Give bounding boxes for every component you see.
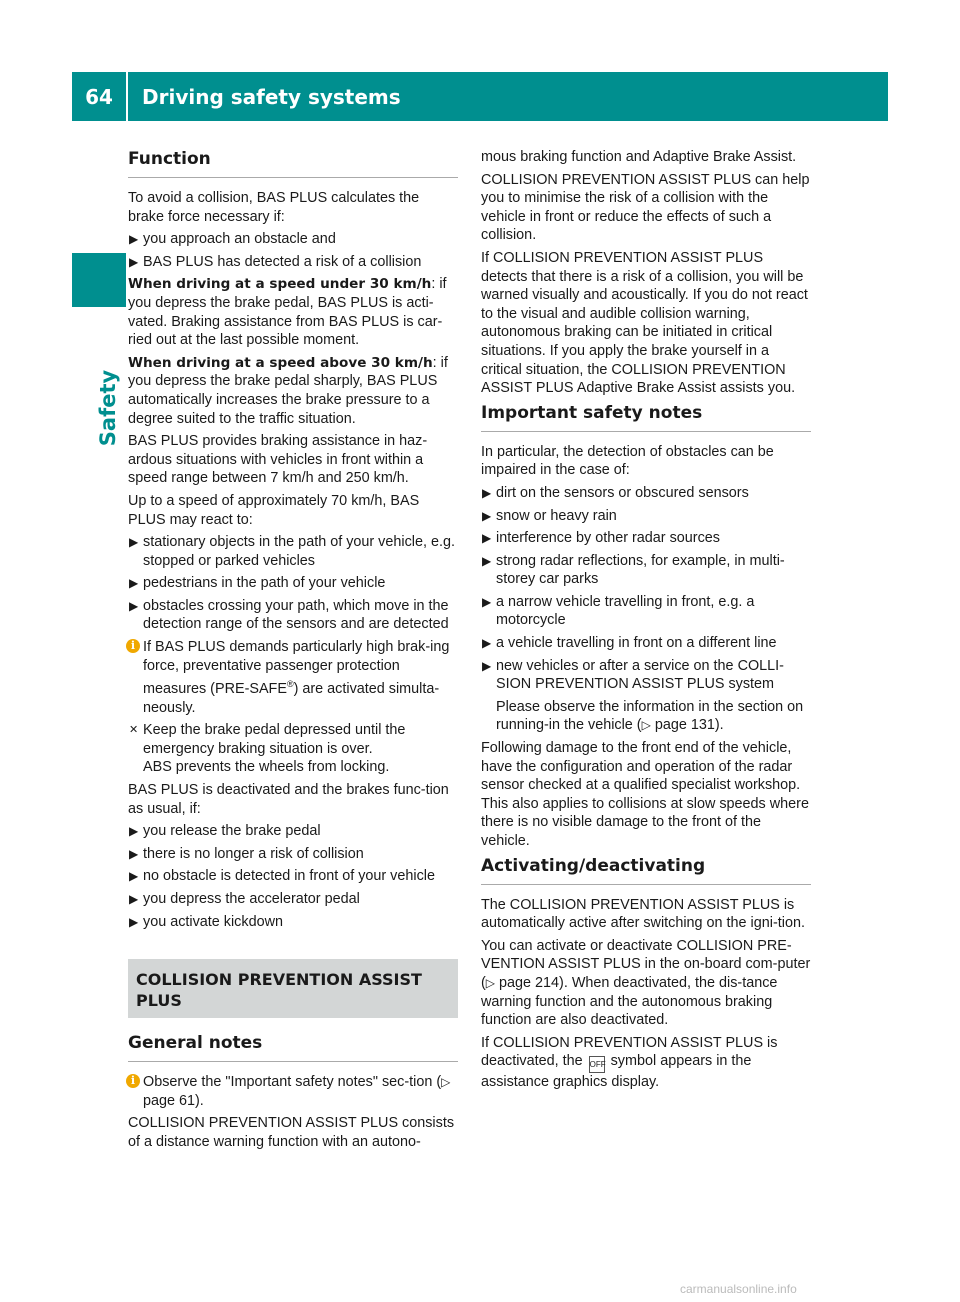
- general-notes-heading: General notes: [128, 1033, 263, 1054]
- react-bullets: [128, 533, 458, 634]
- list-item: ▶ you depress the accelerator pedal: [129, 890, 360, 907]
- activating-heading: Activating/deactivating: [481, 855, 706, 876]
- hazardous-paragraph: BAS PLUS provides braking assistance in haz-ardous situations with vehicles in front within a speed range between 7 km/h and 250 km/h.: [128, 433, 428, 487]
- bullet-icon: ▶: [482, 531, 492, 546]
- damage-paragraph: Following damage to the front end of the vehicle, have the configuration and operation of the radar sensor checked at a qualified specialist workshop. This also applies to collisions at slow speeds where there is no visible damage to the front of the vehicle.: [481, 740, 809, 849]
- bullet-icon: ▶: [129, 914, 139, 929]
- safety-bullets: [481, 484, 811, 694]
- bullet-icon: ▶: [129, 869, 139, 884]
- bullet-icon: ▶: [129, 576, 139, 591]
- under-30-paragraph: When driving at a speed under 30 km/h: if you depress the brake pedal, BAS PLUS is acti-vated. Braking assistance from BAS PLUS is car-ried out at the last possible moment.: [128, 276, 447, 349]
- bullet-icon: ▶: [482, 508, 492, 523]
- list-item: ▶ pedestrians in the path of your vehicle: [129, 575, 386, 592]
- list-item: ▶ interference by other radar sources: [482, 530, 720, 547]
- list-item: ▶ BAS PLUS has detected a risk of a collision: [129, 253, 422, 270]
- list-item: ▶ a vehicle travelling in front on a different line: [482, 635, 777, 652]
- bullet-icon: ▶: [482, 594, 492, 609]
- page-ref-icon: ▷: [441, 1075, 451, 1090]
- divider: [481, 884, 811, 885]
- up-to-paragraph: Up to a speed of approximately 70 km/h, BAS PLUS may react to:: [128, 492, 420, 528]
- detects-paragraph: If COLLISION PREVENTION ASSIST PLUS detects that there is a risk of a collision, you will be warned visually and acoustically. If you do not react to the visual and audible collision warning, autonomous braking can be initiated in critical situations. If you apply the brake yourself in a critical situation, the COLLISION PREVENTION ASSIST PLUS Adaptive Brake Assist assists you.: [481, 249, 808, 397]
- safety-intro: In particular, the detection of obstacles can be impaired in the case of:: [481, 443, 774, 479]
- left-column: [128, 148, 458, 1156]
- bullet-icon: ▶: [482, 658, 492, 673]
- deactivated-symbol-paragraph: If COLLISION PREVENTION ASSIST PLUS is deactivated, the OFF symbol appears in the assistance graphics display.: [481, 1034, 778, 1091]
- continuation-paragraph: mous braking function and Adaptive Brake Assist.: [481, 149, 797, 165]
- bullet-icon: ▶: [129, 254, 139, 269]
- deactivated-paragraph: BAS PLUS is deactivated and the brakes func-tion as usual, if:: [128, 782, 449, 817]
- intro-bullets: [128, 230, 458, 271]
- side-tab-label: Safety: [96, 369, 121, 447]
- deactivated-bullets: [128, 822, 458, 931]
- watermark: carmanualsonline.info: [680, 1282, 797, 1296]
- general-note: i Observe the "Important safety notes" sec-tion (▷ page 61).: [128, 1073, 458, 1110]
- list-item: ▶ obstacles crossing your path, which move in the detection range of the sensors and are detected: [129, 597, 449, 633]
- list-item: ▶ dirt on the sensors or obscured sensors: [482, 484, 749, 501]
- divider: [128, 1061, 458, 1062]
- general-text: COLLISION PREVENTION ASSIST PLUS consists of a distance warning function with an autono-: [128, 1115, 455, 1150]
- right-column: [481, 148, 811, 1096]
- can-activate-paragraph: You can activate or deactivate COLLISION PRE-VENTION ASSIST PLUS in the on-board com-puter (▷ page 214). When deactivated, the dis-tance warning function and the autonomous braking function are also deactivated.: [481, 937, 811, 1029]
- list-item: ▶ you release the brake pedal: [129, 823, 321, 840]
- bullet-icon: ▶: [482, 636, 492, 651]
- collision-prevention-off-icon: OFF: [589, 1056, 605, 1073]
- instruction-step: ✕ Keep the brake pedal depressed until the emergency braking situation is over. ABS prevents the wheels from locking.: [129, 722, 406, 776]
- bullet-icon: ▶: [129, 846, 139, 861]
- page-ref-icon: ▷: [641, 718, 651, 733]
- side-tab-block: [72, 253, 126, 307]
- list-item: ▶ a narrow vehicle travelling in front, e.g. a motorcycle: [482, 593, 755, 629]
- bullet-icon: ▶: [482, 553, 492, 568]
- running-in-note: Please observe the information in the section on running-in the vehicle (▷ page 131).: [496, 698, 804, 734]
- chapter-title: Driving safety systems: [142, 84, 401, 109]
- list-item: ▶ no obstacle is detected in front of your vehicle: [129, 868, 435, 885]
- above-30-paragraph: When driving at a speed above 30 km/h: if you depress the brake pedal sharply, BAS PLUS automatically increases the brake pressure to a degree suited to the traffic situation.: [128, 354, 448, 427]
- list-item: ▶ you approach an obstacle and: [129, 231, 336, 248]
- chapter-box-title: COLLISION PREVENTION ASSIST PLUS: [128, 959, 458, 1018]
- list-item: ▶ new vehicles or after a service on the COLLI-SION PREVENTION ASSIST PLUS system: [482, 657, 784, 693]
- divider: [481, 431, 811, 432]
- list-item: ▶ snow or heavy rain: [482, 507, 617, 524]
- help-paragraph: COLLISION PREVENTION ASSIST PLUS can help you to minimise the risk of a collision with the vehicle in front or reduce the effects of such a collision.: [481, 171, 810, 244]
- page-ref-icon: ▷: [485, 975, 496, 990]
- safety-notes-heading: Important safety notes: [481, 402, 703, 423]
- list-item: ▶ there is no longer a risk of collision: [129, 845, 364, 862]
- divider: [128, 177, 458, 178]
- list-item: ▶ you activate kickdown: [129, 913, 283, 930]
- function-intro: To avoid a collision, BAS PLUS calculates the brake force necessary if:: [128, 190, 420, 225]
- list-item: ▶ strong radar reflections, for example, in multi-storey car parks: [482, 552, 785, 588]
- page-number: 64: [85, 84, 113, 109]
- bullet-icon: ▶: [482, 485, 492, 500]
- list-item: ▶ stationary objects in the path of your vehicle, e.g. stopped or parked vehicles: [129, 534, 455, 569]
- bullet-icon: ▶: [129, 535, 139, 550]
- bullet-icon: ▶: [129, 232, 139, 247]
- presafe-note: i If BAS PLUS demands particularly high brak-ing force, preventative passenger protection measures (PRE-SAFE®) are activated simulta-neously.: [128, 638, 458, 717]
- header-bar: [72, 72, 888, 121]
- arrow-right-icon: ✕: [129, 724, 139, 737]
- auto-active-paragraph: The COLLISION PREVENTION ASSIST PLUS is automatically active after switching on the igni-tion.: [481, 896, 805, 932]
- bullet-icon: ▶: [129, 824, 139, 839]
- info-icon: i: [126, 1074, 140, 1088]
- info-icon: i: [126, 639, 140, 653]
- bullet-icon: ▶: [129, 891, 139, 906]
- bullet-icon: ▶: [129, 598, 139, 613]
- function-heading: Function: [128, 149, 211, 169]
